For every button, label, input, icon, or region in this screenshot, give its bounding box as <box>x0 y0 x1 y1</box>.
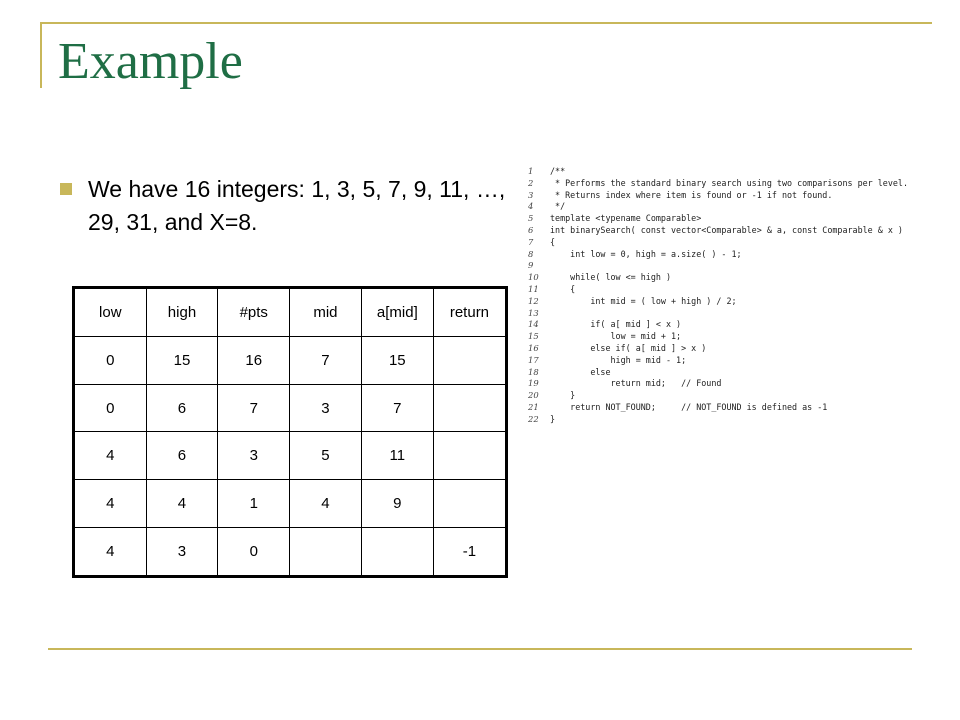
code-text: high = mid - 1; <box>550 354 687 365</box>
code-text: } <box>550 413 556 424</box>
code-line <box>528 343 928 355</box>
code-line <box>528 284 928 296</box>
line-number: 17 <box>528 354 539 365</box>
table-cell: 1 <box>218 480 290 528</box>
table-cell <box>433 384 506 432</box>
table-cell: 0 <box>218 528 290 577</box>
line-number: 13 <box>528 307 539 318</box>
line-number: 21 <box>528 401 539 412</box>
table-cell <box>290 528 362 577</box>
table-row <box>74 432 507 480</box>
code-text: while( low <= high ) <box>550 272 672 283</box>
code-line <box>528 237 928 249</box>
code-text: return NOT_FOUND; // NOT_FOUND is defined as -1 <box>550 401 828 412</box>
table-cell: 15 <box>361 336 433 384</box>
table-cell <box>433 336 506 384</box>
code-line <box>528 390 928 402</box>
table-cell: 3 <box>146 528 218 577</box>
code-line <box>528 225 928 237</box>
column-header: mid <box>290 288 362 337</box>
top-rule <box>40 22 932 24</box>
code-text: { <box>550 283 576 294</box>
line-number: 10 <box>528 272 539 283</box>
code-text: int binarySearch( const vector<Comparable> & a, const Comparable & x ) <box>550 224 903 235</box>
code-line <box>528 402 928 414</box>
left-rule <box>40 22 42 88</box>
table-cell: 5 <box>290 432 362 480</box>
code-line <box>528 414 928 426</box>
code-line <box>528 378 928 390</box>
table-cell: 0 <box>74 384 147 432</box>
code-text: low = mid + 1; <box>550 331 682 342</box>
code-text: template <typename Comparable> <box>550 213 702 224</box>
table-cell <box>433 432 506 480</box>
table-cell: 4 <box>74 432 147 480</box>
line-number: 12 <box>528 295 539 306</box>
table-cell: 3 <box>218 432 290 480</box>
table-cell <box>361 528 433 577</box>
code-line <box>528 308 928 320</box>
table-cell: 4 <box>74 480 147 528</box>
line-number: 4 <box>528 201 534 212</box>
column-header: return <box>433 288 506 337</box>
table-cell: 4 <box>74 528 147 577</box>
column-header: a[mid] <box>361 288 433 337</box>
code-line <box>528 296 928 308</box>
code-text: if( a[ mid ] < x ) <box>550 319 682 330</box>
code-text: return mid; // Found <box>550 378 722 389</box>
line-number: 5 <box>528 213 534 224</box>
column-header: #pts <box>218 288 290 337</box>
table-cell <box>433 480 506 528</box>
code-text: int mid = ( low + high ) / 2; <box>550 295 737 306</box>
line-number: 20 <box>528 390 539 401</box>
code-text: { <box>550 236 556 247</box>
bullet-marker <box>60 183 72 195</box>
line-number: 19 <box>528 378 539 389</box>
table-header-row <box>74 288 507 337</box>
bottom-rule <box>48 648 912 650</box>
code-text: } <box>550 390 576 401</box>
table-row <box>74 384 507 432</box>
table-cell: 6 <box>146 384 218 432</box>
code-listing <box>528 166 928 426</box>
code-text: * Returns index where item is found or -1 if not found. <box>550 189 833 200</box>
code-line <box>528 355 928 367</box>
code-text: /** <box>550 166 566 176</box>
code-line <box>528 272 928 284</box>
line-number: 3 <box>528 189 534 200</box>
table-cell: 16 <box>218 336 290 384</box>
table-cell: 9 <box>361 480 433 528</box>
code-line <box>528 166 928 178</box>
line-number: 7 <box>528 236 534 247</box>
code-line <box>528 319 928 331</box>
table-cell: 3 <box>290 384 362 432</box>
line-number: 15 <box>528 331 539 342</box>
line-number: 16 <box>528 342 539 353</box>
table-cell: 7 <box>361 384 433 432</box>
table-cell: 0 <box>74 336 147 384</box>
line-number: 8 <box>528 248 534 259</box>
code-text: else if( a[ mid ] > x ) <box>550 342 707 353</box>
table-cell: 7 <box>290 336 362 384</box>
line-number: 22 <box>528 413 539 424</box>
table-row <box>74 480 507 528</box>
table-cell: 11 <box>361 432 433 480</box>
column-header: low <box>74 288 147 337</box>
table-cell: 4 <box>146 480 218 528</box>
code-line <box>528 190 928 202</box>
code-text: else <box>550 366 611 377</box>
code-line <box>528 331 928 343</box>
code-line <box>528 178 928 190</box>
line-number: 1 <box>528 166 534 176</box>
bullet-text: We have 16 integers: 1, 3, 5, 7, 9, 11, …, 29, 31, and X=8. <box>88 176 506 235</box>
table-row <box>74 336 507 384</box>
line-number: 14 <box>528 319 539 330</box>
table-cell: 15 <box>146 336 218 384</box>
column-header: high <box>146 288 218 337</box>
code-line <box>528 260 928 272</box>
line-number: 6 <box>528 224 534 235</box>
code-text: int low = 0, high = a.size( ) - 1; <box>550 248 742 259</box>
table-row <box>74 528 507 577</box>
code-line <box>528 213 928 225</box>
line-number: 2 <box>528 177 534 188</box>
code-line <box>528 201 928 213</box>
line-number: 11 <box>528 283 539 294</box>
slide-title: Example <box>58 33 243 90</box>
table-cell: 4 <box>290 480 362 528</box>
table-cell: -1 <box>433 528 506 577</box>
code-line <box>528 249 928 261</box>
code-text: */ <box>550 201 566 212</box>
code-line <box>528 367 928 379</box>
code-text: * Performs the standard binary search using two comparisons per level. <box>550 177 908 188</box>
line-number: 9 <box>528 260 534 271</box>
table-cell: 7 <box>218 384 290 432</box>
table-cell: 6 <box>146 432 218 480</box>
line-number: 18 <box>528 366 539 377</box>
trace-table <box>72 286 508 578</box>
